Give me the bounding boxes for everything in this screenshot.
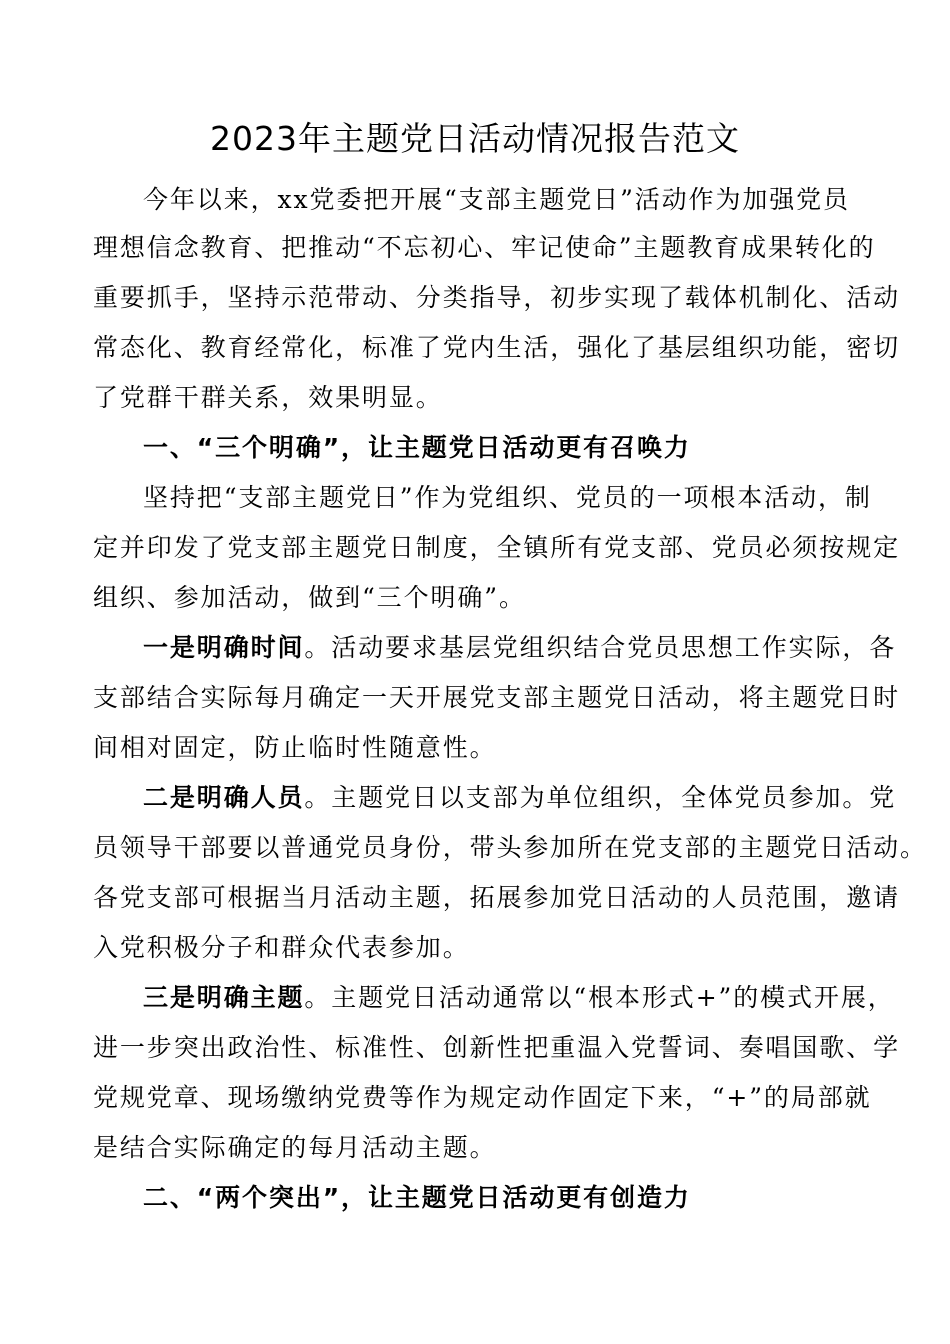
page-title: 2023年主题党日活动情况报告范文 xyxy=(210,119,740,158)
intro-line: 今年以来，xx党委把开展“支部主题党日”活动作为加强党员 xyxy=(143,185,850,214)
body-line: 员领导干部要以普通党员身份，带头参加所在党支部的主题党日活动。 xyxy=(93,833,927,862)
item-line xyxy=(143,981,895,1015)
body-line: 组织、参加活动，做到“三个明确”。 xyxy=(93,583,526,612)
body-line: 党规党章、现场缴纳党费等作为规定动作固定下来，“+”的局部就 xyxy=(93,1083,872,1112)
body-line: 是结合实际确定的每月活动主题。 xyxy=(93,1133,497,1162)
intro-line: 重要抓手，坚持示范带动、分类指导，初步实现了载体机制化、活动 xyxy=(93,283,901,312)
section-heading-1: 一、“三个明确”，让主题党日活动更有召唤力 xyxy=(143,433,691,462)
intro-line: 了党群干群关系，效果明显。 xyxy=(93,383,443,412)
item-lead: 一是明确时间 xyxy=(143,633,305,662)
item-lead: 三是明确主题 xyxy=(143,983,305,1012)
item-text: 。活动要求基层党组织结合党员思想工作实际，各 xyxy=(304,633,897,662)
item-text: 。主题党日活动通常以“根本形式+”的模式开展， xyxy=(304,983,895,1012)
body-line: 进一步突出政治性、标准性、创新性把重温入党誓词、奏唱国歌、学 xyxy=(93,1033,901,1062)
intro-line: 常态化、教育经常化，标准了党内生活，强化了基层组织功能，密切 xyxy=(93,333,901,362)
item-text: 。主题党日以支部为单位组织，全体党员参加。党 xyxy=(304,783,897,812)
body-line: 间相对固定，防止临时性随意性。 xyxy=(93,733,497,762)
body-line: 定并印发了党支部主题党日制度，全镇所有党支部、党员必须按规定 xyxy=(93,533,901,562)
body-line: 各党支部可根据当月活动主题，拓展参加党日活动的人员范围，邀请 xyxy=(93,883,901,912)
item-line xyxy=(143,781,896,815)
section-heading-2: 二、“两个突出”，让主题党日活动更有创造力 xyxy=(143,1183,691,1212)
body-line: 入党积极分子和群众代表参加。 xyxy=(93,933,470,962)
body-line: 支部结合实际每月确定一天开展党支部主题党日活动，将主题党日时 xyxy=(93,683,901,712)
intro-line: 理想信念教育、把推动“不忘初心、牢记使命”主题教育成果转化的 xyxy=(93,233,876,262)
item-lead: 二是明确人员 xyxy=(143,783,305,812)
item-line xyxy=(143,631,896,665)
body-line: 坚持把“支部主题党日”作为党组织、党员的一项根本活动，制 xyxy=(143,483,872,512)
